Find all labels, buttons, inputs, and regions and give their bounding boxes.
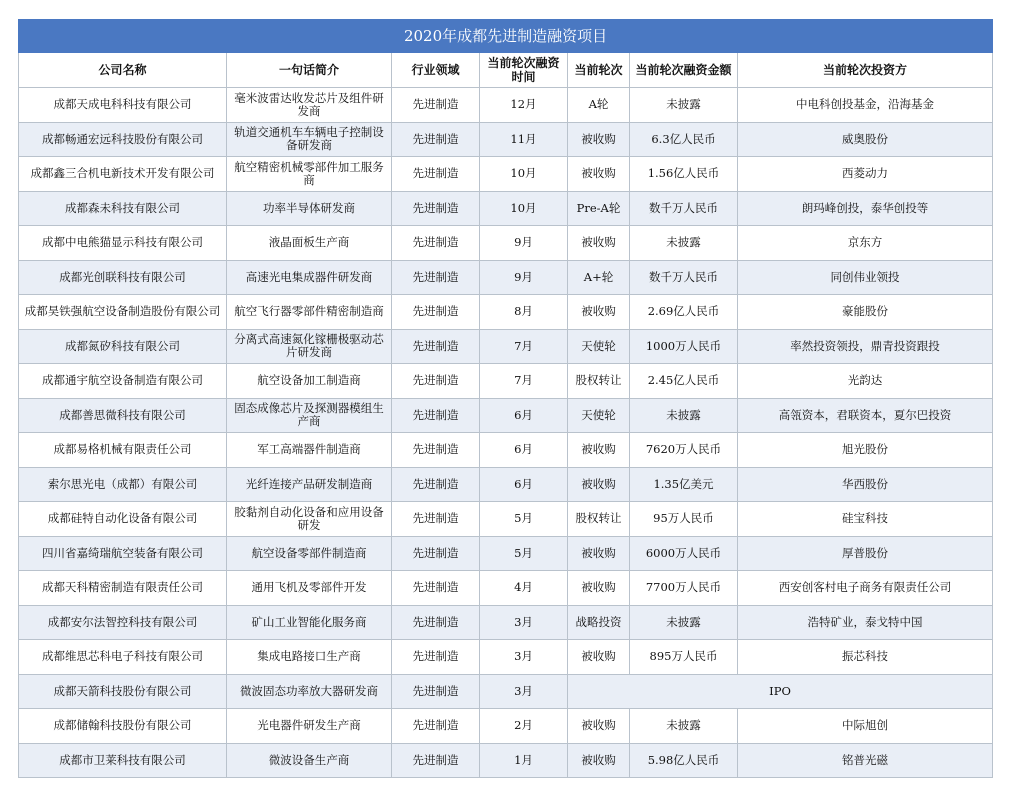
round-cell: Pre-A轮 <box>568 191 630 226</box>
company-name-cell: 成都维思芯科电子科技有限公司 <box>19 640 227 675</box>
investors-cell: 铭普光磁 <box>738 743 993 778</box>
round-cell: 被收购 <box>568 122 630 157</box>
intro-cell: 轨道交通机车车辆电子控制设备研发商 <box>227 122 392 157</box>
industry-cell: 先进制造 <box>392 88 480 123</box>
company-name-cell: 成都氮矽科技有限公司 <box>19 329 227 364</box>
company-name-cell: 成都市卫莱科技有限公司 <box>19 743 227 778</box>
amount-cell: 未披露 <box>630 88 738 123</box>
round-time-cell: 3月 <box>480 605 568 640</box>
company-name-cell: 成都天科精密制造有限责任公司 <box>19 571 227 606</box>
round-cell: A轮 <box>568 88 630 123</box>
round-time-cell: 1月 <box>480 743 568 778</box>
intro-cell: 微波设备生产商 <box>227 743 392 778</box>
industry-cell: 先进制造 <box>392 709 480 744</box>
intro-cell: 光纤连接产品研发制造商 <box>227 467 392 502</box>
table-row <box>19 502 993 537</box>
investors-cell: 西菱动力 <box>738 157 993 192</box>
intro-cell: 矿山工业智能化服务商 <box>227 605 392 640</box>
amount-cell: 1.56亿人民币 <box>630 157 738 192</box>
investors-cell: 朗玛峰创投，泰华创投等 <box>738 191 993 226</box>
investors-cell: 西安创客村电子商务有限责任公司 <box>738 571 993 606</box>
round-cell: 被收购 <box>568 295 630 330</box>
amount-cell: 6.3亿人民币 <box>630 122 738 157</box>
table-row <box>19 122 993 157</box>
header-company-name: 公司名称 <box>19 53 227 88</box>
company-name-cell: 成都易格机械有限责任公司 <box>19 433 227 468</box>
intro-cell: 航空设备加工制造商 <box>227 364 392 399</box>
round-cell: 被收购 <box>568 226 630 261</box>
table-row <box>19 157 993 192</box>
industry-cell: 先进制造 <box>392 605 480 640</box>
industry-cell: 先进制造 <box>392 433 480 468</box>
table-row <box>19 191 993 226</box>
round-cell: 被收购 <box>568 467 630 502</box>
intro-cell: 通用飞机及零部件开发 <box>227 571 392 606</box>
company-name-cell: 成都善思微科技有限公司 <box>19 398 227 433</box>
header-round: 当前轮次 <box>568 53 630 88</box>
industry-cell: 先进制造 <box>392 122 480 157</box>
industry-cell: 先进制造 <box>392 674 480 709</box>
round-cell: 股权转让 <box>568 502 630 537</box>
round-time-cell: 10月 <box>480 191 568 226</box>
intro-cell: 固态成像芯片及探测器模组生产商 <box>227 398 392 433</box>
amount-cell: 1.35亿美元 <box>630 467 738 502</box>
round-cell: 天使轮 <box>568 398 630 433</box>
table-row <box>19 536 993 571</box>
round-time-cell: 10月 <box>480 157 568 192</box>
intro-cell: 胶黏剂自动化设备和应用设备研发 <box>227 502 392 537</box>
intro-cell: 微波固态功率放大器研发商 <box>227 674 392 709</box>
round-cell: 被收购 <box>568 536 630 571</box>
table-row <box>19 88 993 123</box>
round-time-cell: 6月 <box>480 467 568 502</box>
round-time-cell: 2月 <box>480 709 568 744</box>
round-time-cell: 12月 <box>480 88 568 123</box>
industry-cell: 先进制造 <box>392 191 480 226</box>
round-time-cell: 4月 <box>480 571 568 606</box>
ipo-cell: IPO <box>568 674 993 709</box>
amount-cell: 95万人民币 <box>630 502 738 537</box>
table-row <box>19 329 993 364</box>
investors-cell: 旭光股份 <box>738 433 993 468</box>
industry-cell: 先进制造 <box>392 743 480 778</box>
intro-cell: 分离式高速氮化镓栅极驱动芯片研发商 <box>227 329 392 364</box>
round-cell: 被收购 <box>568 571 630 606</box>
amount-cell: 数千万人民币 <box>630 260 738 295</box>
industry-cell: 先进制造 <box>392 640 480 675</box>
table-row <box>19 674 993 709</box>
industry-cell: 先进制造 <box>392 571 480 606</box>
company-name-cell: 成都畅通宏远科技股份有限公司 <box>19 122 227 157</box>
round-cell: 股权转让 <box>568 364 630 399</box>
amount-cell: 895万人民币 <box>630 640 738 675</box>
company-name-cell: 成都硅特自动化设备有限公司 <box>19 502 227 537</box>
table-row <box>19 398 993 433</box>
table-row <box>19 295 993 330</box>
header-row <box>19 53 993 88</box>
industry-cell: 先进制造 <box>392 364 480 399</box>
table-body <box>19 88 993 778</box>
table-row <box>19 364 993 399</box>
round-time-cell: 9月 <box>480 260 568 295</box>
amount-cell: 6000万人民币 <box>630 536 738 571</box>
amount-cell: 7620万人民币 <box>630 433 738 468</box>
table-row <box>19 467 993 502</box>
company-name-cell: 索尔思光电（成都）有限公司 <box>19 467 227 502</box>
company-name-cell: 成都森未科技有限公司 <box>19 191 227 226</box>
company-name-cell: 成都昊铁强航空设备制造股份有限公司 <box>19 295 227 330</box>
round-time-cell: 5月 <box>480 536 568 571</box>
investors-cell: 华西股份 <box>738 467 993 502</box>
round-cell: 战略投资 <box>568 605 630 640</box>
investors-cell: 硅宝科技 <box>738 502 993 537</box>
round-time-cell: 7月 <box>480 364 568 399</box>
financing-table-container <box>18 19 992 778</box>
industry-cell: 先进制造 <box>392 502 480 537</box>
industry-cell: 先进制造 <box>392 398 480 433</box>
amount-cell: 未披露 <box>630 605 738 640</box>
table-row <box>19 605 993 640</box>
investors-cell: 厚普股份 <box>738 536 993 571</box>
investors-cell: 豪能股份 <box>738 295 993 330</box>
industry-cell: 先进制造 <box>392 536 480 571</box>
intro-cell: 高速光电集成器件研发商 <box>227 260 392 295</box>
industry-cell: 先进制造 <box>392 329 480 364</box>
amount-cell: 5.98亿人民币 <box>630 743 738 778</box>
round-cell: 被收购 <box>568 157 630 192</box>
round-cell: 被收购 <box>568 743 630 778</box>
table-row <box>19 433 993 468</box>
round-time-cell: 9月 <box>480 226 568 261</box>
amount-cell: 1000万人民币 <box>630 329 738 364</box>
industry-cell: 先进制造 <box>392 467 480 502</box>
round-time-cell: 3月 <box>480 674 568 709</box>
amount-cell: 数千万人民币 <box>630 191 738 226</box>
header-round-time: 当前轮次融资时间 <box>480 53 568 88</box>
intro-cell: 航空设备零部件制造商 <box>227 536 392 571</box>
round-cell: 被收购 <box>568 709 630 744</box>
intro-cell: 航空精密机械零部件加工服务商 <box>227 157 392 192</box>
industry-cell: 先进制造 <box>392 260 480 295</box>
header-intro: 一句话简介 <box>227 53 392 88</box>
company-name-cell: 成都鑫三合机电新技术开发有限公司 <box>19 157 227 192</box>
table-row <box>19 640 993 675</box>
industry-cell: 先进制造 <box>392 226 480 261</box>
investors-cell: 率然投资领投，鼎青投资跟投 <box>738 329 993 364</box>
header-industry: 行业领域 <box>392 53 480 88</box>
investors-cell: 京东方 <box>738 226 993 261</box>
table-title: 2020年成都先进制造融资项目 <box>19 20 993 53</box>
round-cell: 被收购 <box>568 640 630 675</box>
header-round-amount: 当前轮次融资金额 <box>630 53 738 88</box>
table-row <box>19 743 993 778</box>
intro-cell: 毫米波雷达收发芯片及组件研发商 <box>227 88 392 123</box>
amount-cell: 7700万人民币 <box>630 571 738 606</box>
intro-cell: 液晶面板生产商 <box>227 226 392 261</box>
investors-cell: 中电科创投基金，沿海基金 <box>738 88 993 123</box>
round-cell: 被收购 <box>568 433 630 468</box>
company-name-cell: 成都天成电科科技有限公司 <box>19 88 227 123</box>
company-name-cell: 四川省嘉绮瑞航空装备有限公司 <box>19 536 227 571</box>
round-time-cell: 6月 <box>480 398 568 433</box>
amount-cell: 未披露 <box>630 226 738 261</box>
round-time-cell: 11月 <box>480 122 568 157</box>
company-name-cell: 成都中电熊猫显示科技有限公司 <box>19 226 227 261</box>
investors-cell: 光韵达 <box>738 364 993 399</box>
investors-cell: 浩特矿业，泰戈特中国 <box>738 605 993 640</box>
intro-cell: 军工高端器件制造商 <box>227 433 392 468</box>
company-name-cell: 成都光创联科技有限公司 <box>19 260 227 295</box>
intro-cell: 功率半导体研发商 <box>227 191 392 226</box>
industry-cell: 先进制造 <box>392 157 480 192</box>
intro-cell: 光电器件研发生产商 <box>227 709 392 744</box>
intro-cell: 航空飞行器零部件精密制造商 <box>227 295 392 330</box>
round-cell: A+轮 <box>568 260 630 295</box>
company-name-cell: 成都通宇航空设备制造有限公司 <box>19 364 227 399</box>
intro-cell: 集成电路接口生产商 <box>227 640 392 675</box>
round-time-cell: 5月 <box>480 502 568 537</box>
amount-cell: 2.69亿人民币 <box>630 295 738 330</box>
financing-table <box>18 19 993 778</box>
investors-cell: 振芯科技 <box>738 640 993 675</box>
company-name-cell: 成都储翰科技股份有限公司 <box>19 709 227 744</box>
industry-cell: 先进制造 <box>392 295 480 330</box>
table-row <box>19 709 993 744</box>
company-name-cell: 成都天箭科技股份有限公司 <box>19 674 227 709</box>
amount-cell: 2.45亿人民币 <box>630 364 738 399</box>
amount-cell: 未披露 <box>630 398 738 433</box>
round-time-cell: 3月 <box>480 640 568 675</box>
round-cell: 天使轮 <box>568 329 630 364</box>
header-investors: 当前轮次投资方 <box>738 53 993 88</box>
investors-cell: 威奥股份 <box>738 122 993 157</box>
table-row <box>19 571 993 606</box>
round-time-cell: 8月 <box>480 295 568 330</box>
investors-cell: 高瓴资本，君联资本，夏尔巴投资 <box>738 398 993 433</box>
investors-cell: 同创伟业领投 <box>738 260 993 295</box>
round-time-cell: 7月 <box>480 329 568 364</box>
table-row <box>19 260 993 295</box>
amount-cell: 未披露 <box>630 709 738 744</box>
investors-cell: 中际旭创 <box>738 709 993 744</box>
company-name-cell: 成都安尔法智控科技有限公司 <box>19 605 227 640</box>
round-time-cell: 6月 <box>480 433 568 468</box>
table-row <box>19 226 993 261</box>
